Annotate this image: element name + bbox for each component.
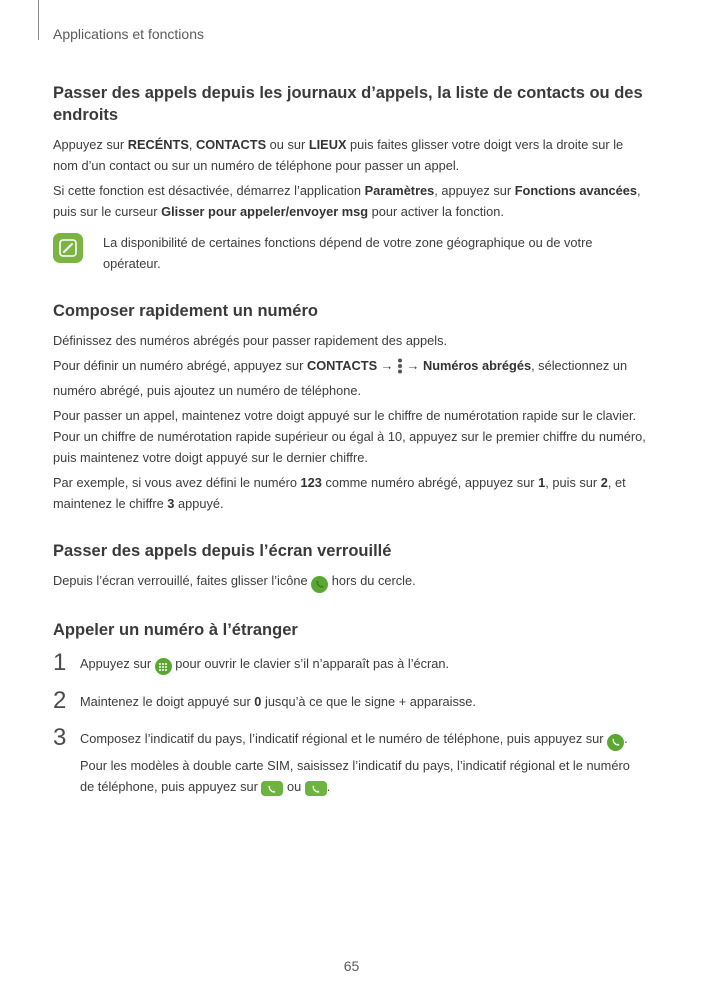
paragraph-swipe-to-call — [53, 134, 647, 176]
text: , — [188, 137, 196, 152]
text: ou sur — [266, 137, 309, 152]
text: puis faites glisser votre doigt vers la droite sur le nom d’un contact ou sur un numéro de téléphone pour passer un appel. — [53, 137, 624, 173]
step-number: 1 — [53, 648, 67, 676]
term-123: 123 — [300, 475, 322, 490]
text: Depuis l’écran verrouillé, faites glisser l’icône — [53, 573, 312, 588]
term-speed-dial-numbers: Numéros abrégés — [422, 358, 532, 373]
keypad-icon — [155, 658, 172, 675]
step-body — [80, 653, 449, 680]
header-rule — [38, 0, 39, 40]
page-content — [53, 82, 647, 801]
text: Appuyez sur — [80, 655, 155, 671]
paragraph-enable-feature — [53, 180, 647, 222]
step-text — [80, 691, 476, 712]
section-header: Applications et fonctions — [53, 26, 204, 42]
text: Si cette fonction est désactivée, démarrez l’application — [53, 183, 365, 198]
heading-call-from-logs: Passer des appels depuis les journaux d’appels, la liste de contacts ou des endroits — [53, 84, 643, 124]
text: appuyé. — [174, 496, 224, 511]
term-recents: RECÉNTS — [127, 137, 189, 152]
term-0: 0 — [254, 694, 262, 709]
text: Composez l’indicatif du pays, l’indicatif régional et le numéro de téléphone, puis appuyez sur — [80, 731, 608, 746]
text: . — [326, 778, 331, 794]
text: pour ouvrir le clavier s’il n’apparaît pas à l’écran. — [171, 655, 450, 671]
text: jusqu’à ce que le signe + apparaisse. — [261, 694, 476, 709]
text: ou — [283, 778, 305, 794]
phone-call-icon — [311, 576, 328, 593]
phone-call-icon — [607, 734, 624, 751]
text: Par exemple, si vous avez défini le numéro — [53, 475, 301, 490]
text: Maintenez le doigt appuyé sur — [80, 694, 255, 709]
text: , puis sur — [545, 475, 601, 490]
text: hors du cercle. — [328, 573, 416, 588]
term-contacts: CONTACTS — [195, 137, 267, 152]
step-1 — [53, 648, 647, 680]
step-text — [80, 728, 647, 751]
text: Pour les modèles à double carte SIM, saisissez l’indicatif du pays, l’indicatif régional et le numéro de téléphone, puis appuyez sur — [80, 757, 630, 794]
step-number: 2 — [53, 687, 67, 714]
text: Appuyez sur — [53, 137, 128, 152]
paragraph-speed-dial-use: Pour passer un appel, maintenez votre doigt appuyé sur le chiffre de numérotation rapide sur le clavier. Pour un chiffre de numérotation rapide supérieur ou égal à 10, appuyez sur le premier chiffre du numéro, puis maintenez votre doigt appuyé sur le dernier chiffre. — [53, 408, 646, 465]
text: , sélectionnez un numéro abrégé, puis ajoutez un numéro de téléphone. — [53, 358, 628, 398]
heading-lock-screen-call: Passer des appels depuis l’écran verrouillé — [53, 542, 392, 560]
text: → — [403, 358, 423, 373]
sim1-call-icon — [261, 781, 283, 796]
step-text-dual-sim — [80, 755, 647, 797]
step-text — [80, 653, 449, 676]
step-body — [80, 728, 647, 801]
term-2: 2 — [600, 475, 608, 490]
step-3 — [53, 724, 647, 801]
step-body — [80, 691, 476, 716]
text: Pour définir un numéro abrégé, appuyez sur — [53, 358, 307, 373]
term-advanced-features: Fonctions avancées — [514, 183, 638, 198]
text: . — [624, 731, 628, 746]
text: , appuyez sur — [434, 183, 515, 198]
text: comme numéro abrégé, appuyez sur — [321, 475, 539, 490]
text: , puis sur le curseur — [53, 183, 641, 219]
heading-speed-dial: Composer rapidement un numéro — [53, 302, 318, 320]
note-box — [53, 232, 647, 274]
note-text: La disponibilité de certaines fonctions dépend de votre zone géographique ou de votre opérateur. — [103, 235, 593, 271]
sim2-call-icon — [305, 781, 327, 796]
page-number: 65 — [343, 958, 360, 974]
term-contacts: CONTACTS — [306, 358, 378, 373]
heading-international-call: Appeler un numéro à l’étranger — [53, 620, 298, 639]
text: pour activer la fonction. — [368, 204, 504, 219]
text: → — [377, 358, 398, 373]
term-3: 3 — [167, 496, 175, 511]
note-pencil-icon — [53, 233, 83, 263]
term-places: LIEUX — [308, 137, 347, 152]
term-swipe-to-call: Glisser pour appeler/envoyer msg — [161, 204, 369, 219]
term-1: 1 — [538, 475, 546, 490]
paragraph-speed-dial-example — [53, 472, 647, 514]
paragraph-speed-dial-setup — [53, 355, 647, 401]
step-2 — [53, 687, 647, 716]
step-number: 3 — [53, 724, 67, 751]
paragraph-speed-dial-intro: Définissez des numéros abrégés pour passer rapidement des appels. — [53, 333, 448, 348]
paragraph-lock-screen — [53, 570, 647, 593]
term-settings: Paramètres — [364, 183, 435, 198]
text: , et maintenez le chiffre — [53, 475, 626, 511]
